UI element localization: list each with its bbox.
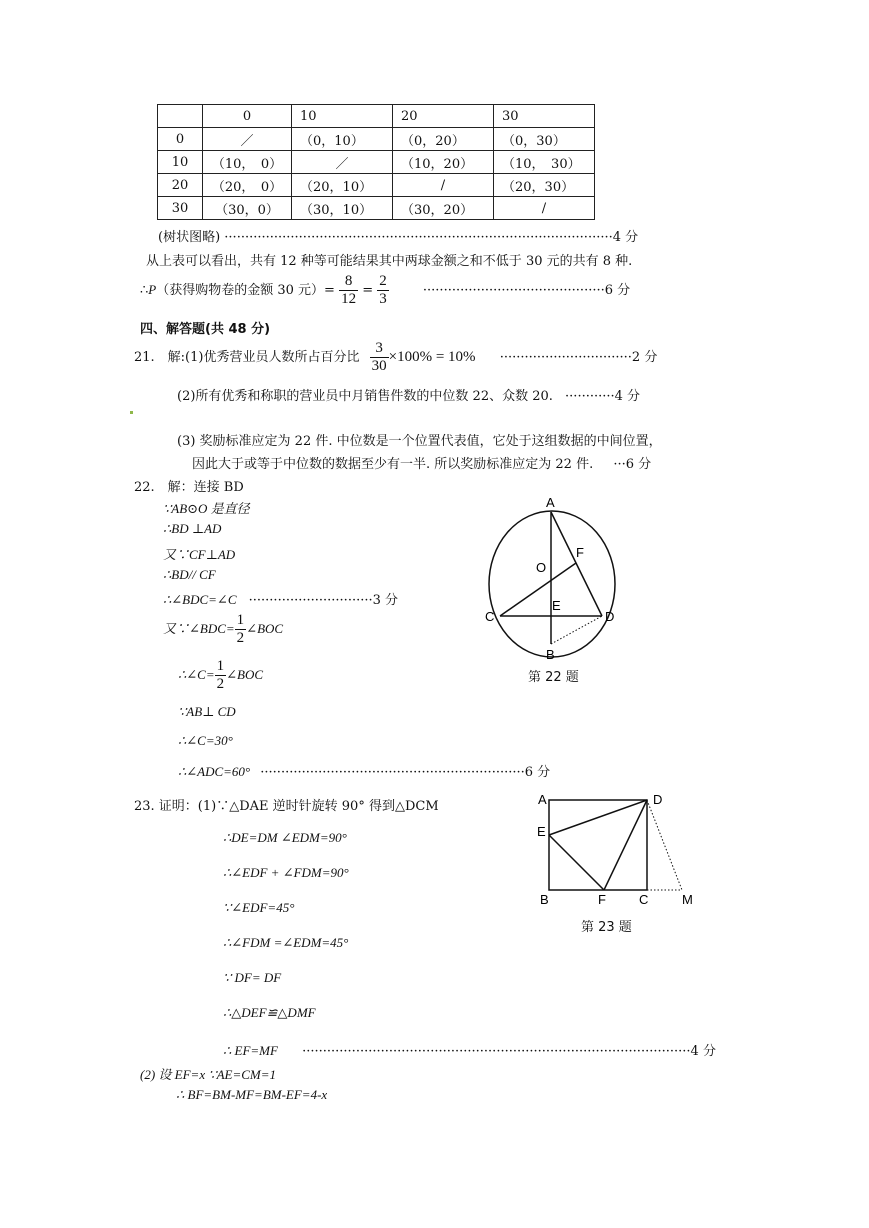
- q23-line: ∴∠FDM =∠EDM=45°: [223, 935, 349, 950]
- q22-line: ∵AB⊥ CD: [178, 704, 236, 719]
- table-cell: ／: [203, 128, 292, 151]
- q22-statement: ∠BOC: [226, 667, 264, 682]
- label-m: M: [682, 892, 693, 907]
- table-cell: （0，30）: [494, 128, 595, 151]
- q23-line: 23. 证明：(1)∵△DAE 逆时针旋转 90° 得到△DCM: [134, 799, 439, 814]
- score: 6 分: [625, 457, 652, 472]
- label-f: F: [576, 545, 584, 560]
- label-a: A: [538, 792, 547, 807]
- q22-line: [178, 658, 263, 693]
- label-b: B: [540, 892, 549, 907]
- q22-line: ∴BD ⊥AD: [163, 521, 222, 536]
- numerator: 1: [236, 612, 245, 628]
- section-title: 四、解答题(共 48 分): [140, 322, 271, 337]
- q22-statement: 又∵∠BDC=: [163, 621, 235, 636]
- table-row: [158, 174, 595, 197]
- q22-circle-figure: [470, 490, 640, 690]
- table-cell: /: [494, 197, 595, 220]
- denominator: 2: [216, 676, 225, 692]
- dotted-bd: [551, 616, 602, 644]
- q23-line: ∴ EF=MF ······························································································4 分: [223, 1043, 716, 1059]
- q23-line: ∵∠EDF=45°: [223, 900, 295, 915]
- table-row: [158, 197, 595, 220]
- figure-caption: 第 22 题: [528, 670, 579, 685]
- prob-symbol: P: [148, 282, 157, 297]
- label-a: A: [546, 495, 555, 510]
- score: 6 分: [524, 765, 551, 780]
- table-cell: （10， 30）: [494, 151, 595, 174]
- fraction: [235, 612, 247, 647]
- table-cell: 0: [203, 105, 292, 128]
- label-d: D: [605, 609, 615, 624]
- stray-mark: [130, 411, 133, 414]
- table-cell: （10， 0）: [203, 151, 292, 174]
- prob-label: （获得购物卷的金额 30 元）=: [156, 283, 335, 298]
- score: 6 分: [604, 283, 631, 298]
- score: 2 分: [631, 350, 658, 365]
- table-cell: （30，10）: [292, 197, 393, 220]
- table-cell: （0，20）: [393, 128, 494, 151]
- score: 4 分: [614, 389, 641, 404]
- table-header-row: [158, 105, 595, 128]
- table-cell: （30，0）: [203, 197, 292, 220]
- q23-line: (2) 设 EF=x ∵AE=CM=1: [140, 1067, 277, 1082]
- label-e: E: [552, 598, 561, 613]
- table-row: [158, 128, 595, 151]
- q23-line: ∴△DEF≌△DMF: [223, 1005, 316, 1020]
- table-cell: （20，30）: [494, 174, 595, 197]
- tree-note-line: (树状图略) ······························································································4 分: [158, 230, 639, 245]
- table-cell: 0: [158, 128, 203, 151]
- label-c: C: [639, 892, 649, 907]
- label-b: B: [546, 647, 555, 662]
- q22-statement: ∠BOC: [246, 621, 284, 636]
- score: 3 分: [372, 593, 399, 608]
- figure-caption: 第 23 题: [581, 920, 632, 935]
- table-cell: /: [393, 174, 494, 197]
- table-cell: ／: [292, 151, 393, 174]
- equals: =: [362, 283, 374, 298]
- table-row: [158, 151, 595, 174]
- table-cell: （0，10）: [292, 128, 393, 151]
- tree-note: (树状图略): [158, 230, 221, 245]
- score: 4 分: [612, 230, 639, 245]
- q23-square-figure: [530, 788, 705, 913]
- square-abcd: [549, 800, 647, 890]
- q21-line4: 因此大于或等于中位数的数据至少有一半. 所以奖励标准应定为 22 件. ···6 分: [192, 457, 652, 472]
- q22-line: ∵AB⊙O 是直径: [163, 501, 250, 516]
- result-text: 从上表可以看出，共有 12 种等可能结果其中两球金额之和不低于 30 元的共有 8 种.: [146, 254, 633, 269]
- q22-line: ∴∠C=30°: [178, 733, 233, 748]
- q23-statement: ∴ EF=MF: [223, 1043, 278, 1058]
- q21-prefix: 21. 解:(1)优秀营业员人数所占百分比: [134, 350, 360, 365]
- q22-statement: ∴∠ADC=60°: [178, 764, 251, 779]
- denominator: 2: [236, 630, 245, 646]
- q21-line3: (3) 奖励标准应定为 22 件. 中位数是一个位置代表值，它处于这组数据的中间位置，: [177, 434, 662, 449]
- q22-line: 又∵CF⊥AD: [163, 547, 236, 562]
- q22-line: ∴BD// CF: [163, 567, 216, 582]
- outcome-table: [157, 104, 595, 220]
- numerator: 2: [379, 273, 387, 289]
- fraction: [370, 340, 389, 375]
- table-cell: （20，10）: [292, 174, 393, 197]
- table-cell: （10，20）: [393, 151, 494, 174]
- table-cell: 10: [158, 151, 203, 174]
- fraction: [339, 273, 358, 308]
- q22-line: [163, 612, 283, 647]
- table-cell: （30，20）: [393, 197, 494, 220]
- q23-line: ∴∠EDF + ∠FDM=90°: [223, 865, 349, 880]
- numerator: 3: [370, 340, 389, 358]
- label-c: C: [485, 609, 495, 624]
- denominator: 3: [379, 291, 387, 307]
- q21-part2: (2)所有优秀和称职的营业员中月销售件数的中位数 22、众数 20.: [177, 389, 553, 404]
- q23-line: ∴ BF=BM-MF=BM-EF=4-x: [176, 1087, 328, 1102]
- dotted-dm: [647, 800, 682, 890]
- denominator: 30: [371, 358, 387, 374]
- q23-line: ∵ DF= DF: [223, 970, 282, 985]
- table-cell: [158, 105, 203, 128]
- label-d: D: [653, 792, 663, 807]
- circle: [489, 511, 615, 657]
- fraction: [215, 658, 227, 693]
- numerator: 1: [216, 658, 225, 674]
- q21-line2: (2)所有优秀和称职的营业员中月销售件数的中位数 22、众数 20. ············4 分: [177, 389, 641, 404]
- q21-line1: 21. 解:(1)优秀营业员人数所占百分比 $\frac{3}{30}$ ×100% = 10% ································2 分: [134, 340, 658, 374]
- q21-part3: 因此大于或等于中位数的数据至少有一半. 所以奖励标准应定为 22 件.: [192, 457, 594, 472]
- fraction: [377, 273, 389, 308]
- q22-line: ∴∠ADC=60° ································································6 分: [178, 764, 551, 780]
- table-cell: （20， 0）: [203, 174, 292, 197]
- table-cell: 30: [158, 197, 203, 220]
- therefore-symbol: ∴: [140, 283, 149, 298]
- label-e: E: [537, 824, 546, 839]
- segment-ef: [549, 835, 604, 890]
- q22-statement: ∴∠BDC=∠C: [163, 592, 237, 607]
- label-o: O: [536, 560, 547, 575]
- table-cell: 20: [158, 174, 203, 197]
- label-f: F: [598, 892, 606, 907]
- q22-statement: ∴∠C=: [178, 667, 215, 682]
- table-cell: 20: [393, 105, 494, 128]
- q23-line: ∴DE=DM ∠EDM=90°: [223, 830, 347, 845]
- numerator: 8: [339, 273, 358, 291]
- table-cell: 10: [292, 105, 393, 128]
- table-cell: 30: [494, 105, 595, 128]
- percent-expression: ×100% = 10%: [388, 349, 476, 365]
- denominator: 12: [341, 291, 357, 307]
- probability-line: ∴P（获得购物卷的金额 30 元）= $\frac{8}{12}$ = $\frac{2}{3}$ ············································6 分: [140, 273, 631, 307]
- q22-line: ∴∠BDC=∠C ······························3 分: [163, 592, 399, 608]
- score: 4 分: [690, 1044, 716, 1059]
- q22-line: 22. 解：连接 BD: [134, 480, 244, 495]
